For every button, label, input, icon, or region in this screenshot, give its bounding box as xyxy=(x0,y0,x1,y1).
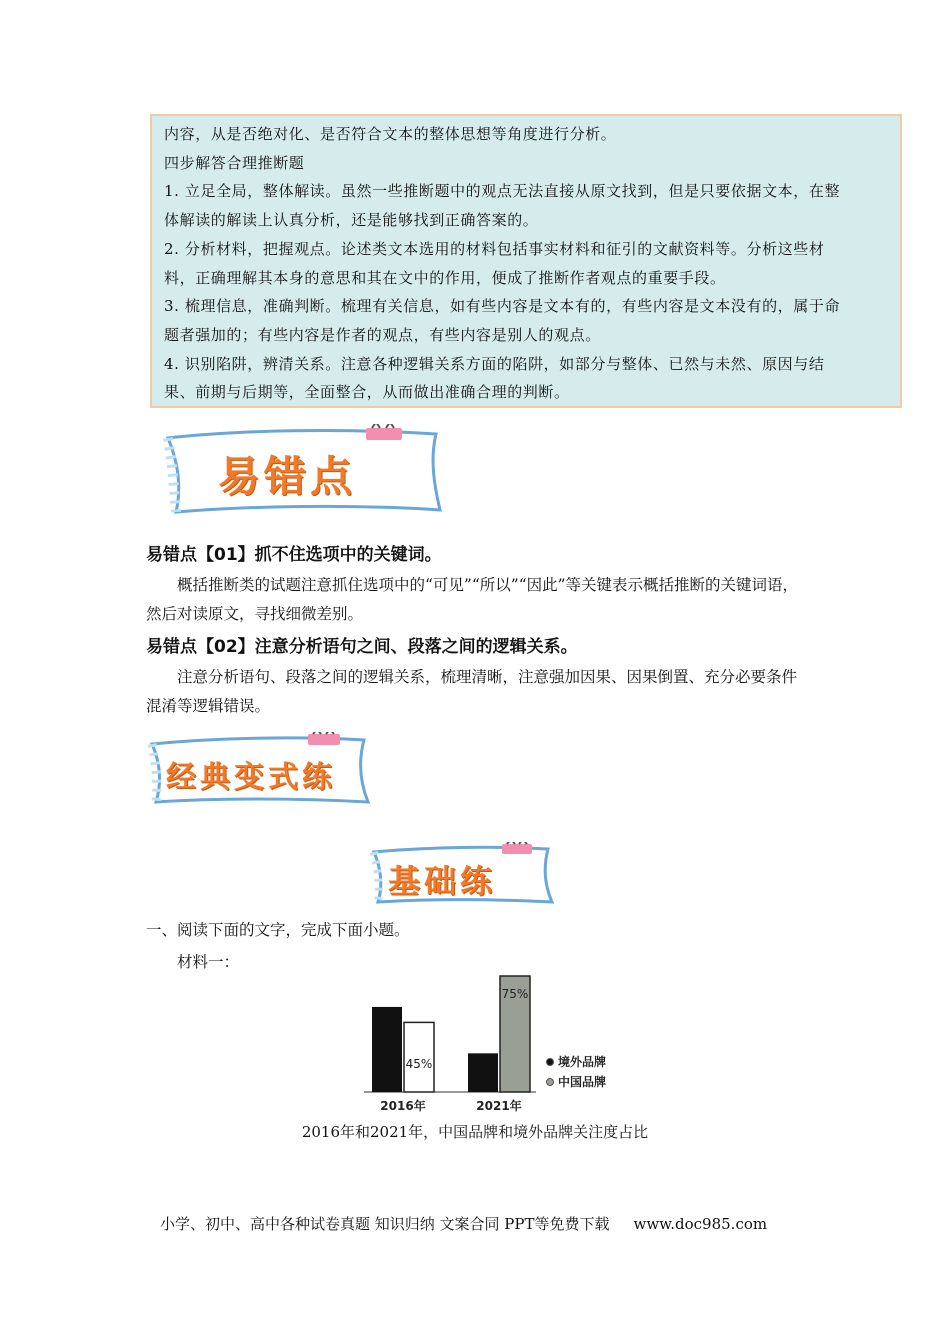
footer-url[interactable]: www.doc985.com xyxy=(633,1215,768,1233)
error-point-body: 注意分析语句、段落之间的逻辑关系，梳理清晰，注意强加因果、因果倒置、充分必要条件混淆等逻辑错误。 xyxy=(146,668,798,715)
material-label: 材料一： xyxy=(177,953,240,971)
page-footer xyxy=(160,1213,767,1234)
banner-title: 易错点 xyxy=(218,452,357,501)
method-line: 四步解答合理推断题 xyxy=(164,153,305,172)
data-label: 45% xyxy=(405,1057,433,1071)
method-box xyxy=(150,114,902,408)
banner-title: 经典变式练 xyxy=(166,760,336,795)
chart-caption: 2016年和2021年，中国品牌和境外品牌关注度占比 xyxy=(301,1123,649,1141)
footer-text: 小学、初中、高中各种试卷真题 知识归纳 文案合同 PPT等免费下载 xyxy=(160,1215,610,1233)
banner-classic-practice xyxy=(146,732,372,806)
legend-label: 境外品牌 xyxy=(558,1055,607,1069)
question-intro: 一、阅读下面的文字，完成下面小题。 xyxy=(146,921,410,939)
error-point-title: 易错点【01】抓不住选项中的关键词。 xyxy=(146,545,442,565)
brand-attention-chart xyxy=(360,970,630,1118)
error-point-title: 易错点【02】注意分析语句之间、段落之间的逻辑关系。 xyxy=(146,637,578,657)
banner-basic-practice xyxy=(368,842,556,906)
data-label: 75% xyxy=(501,987,529,1001)
bar-foreign-brand xyxy=(372,1007,402,1092)
bar-foreign-brand xyxy=(468,1053,498,1092)
legend-marker xyxy=(547,1059,554,1066)
method-line: 料，正确理解其本身的意思和其在文中的作用，便成了推断作者观点的重要手段。 xyxy=(164,268,726,287)
method-line: 果、前期与后期等，全面整合，从而做出准确合理的判断。 xyxy=(164,383,570,402)
method-line: 2. 分析材料，把握观点。论述类文本选用的材料包括事实材料和征引的文献资料等。分析这些材 xyxy=(164,239,825,258)
banner-title: 基础练 xyxy=(388,862,497,900)
method-line: 题者强加的；有些内容是作者的观点，有些内容是别人的观点。 xyxy=(164,325,601,344)
method-line: 内容，从是否绝对化、是否符合文本的整体思想等角度进行分析。 xyxy=(164,125,617,143)
banner-error-points xyxy=(160,424,445,516)
method-line: 4. 识别陷阱，辨清关系。注意各种逻辑关系方面的陷阱，如部分与整体、已然与未然、原因与结 xyxy=(164,354,825,373)
x-tick-label: 2016年 xyxy=(380,1099,426,1113)
x-tick-label: 2021年 xyxy=(476,1099,522,1113)
legend-label: 中国品牌 xyxy=(558,1075,607,1089)
method-line: 体解读的解读上认真分析，还是能够找到正确答案的。 xyxy=(164,211,539,230)
error-point-body: 概括推断类的试题注意抓住选项中的“可见”“所以”“因此”等关键表示概括推断的关键词语，然后对读原文，寻找细微差别。 xyxy=(146,576,799,623)
legend-marker xyxy=(547,1079,554,1086)
method-line: 1. 立足全局，整体解读。虽然一些推断题中的观点无法直接从原文找到，但是只要依据文本，在整 xyxy=(164,182,841,201)
method-line: 3. 梳理信息，准确判断。梳理有关信息，如有些内容是文本有的，有些内容是文本没有的，属于命 xyxy=(164,297,841,316)
